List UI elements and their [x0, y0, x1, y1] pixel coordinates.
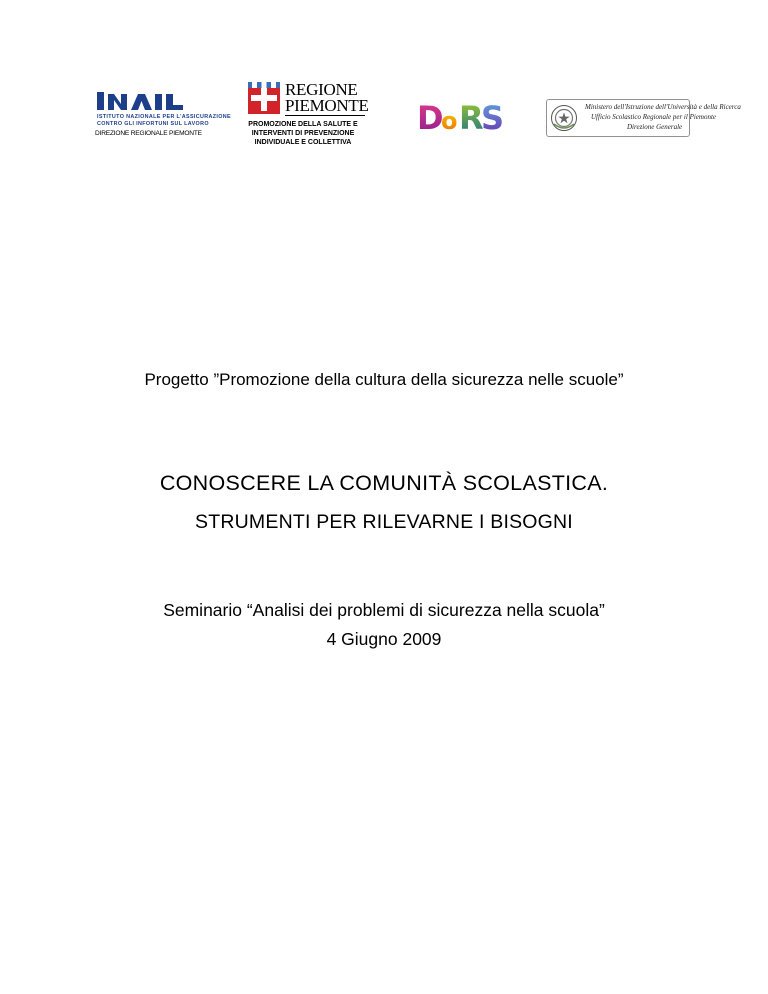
inail-direction: DIREZIONE REGIONALE PIEMONTE	[95, 130, 202, 137]
inail-wordmark	[97, 92, 189, 112]
ministry-line3: Direzione Generale	[627, 123, 683, 131]
ministry-line2: Ufficio Scolastico Regionale per il Piemonte	[591, 113, 716, 121]
dors-logo	[417, 100, 505, 134]
inail-logo	[95, 92, 231, 140]
regione-name-line2: PIEMONTE	[285, 96, 369, 115]
inail-name-line1: ISTITUTO NAZIONALE PER L'ASSICURAZIONE	[97, 114, 231, 120]
regione-caption-line3: INDIVIDUALE E COLLETTIVA	[254, 139, 352, 146]
ministry-line1: Ministero dell'Istruzione dell'Università e della Ricerca	[585, 103, 741, 111]
project-title: Progetto ”Promozione della cultura della sicurezza nelle scuole”	[144, 370, 624, 389]
regione-piemonte-logo	[230, 80, 376, 150]
dors-letter-s: S	[481, 100, 505, 134]
seminar-title: Seminario “Analisi dei problemi di sicurezza nella scuola”	[163, 600, 605, 620]
seminar-date: 4 Giugno 2009	[326, 629, 442, 649]
regione-divider	[285, 115, 365, 116]
dors-letter-r: R	[459, 100, 484, 134]
main-title-line2: STRUMENTI PER RILEVARNE I BISOGNI	[195, 511, 573, 533]
main-title-line1: CONOSCERE LA COMUNITÀ SCOLASTICA.	[159, 471, 609, 495]
ministry-logo	[546, 99, 741, 137]
republic-emblem-icon	[550, 104, 578, 132]
regione-caption-line2: INTERVENTI DI PREVENZIONE	[251, 130, 355, 137]
regione-flag-icon	[248, 82, 280, 114]
dors-letter-o: o	[441, 107, 458, 134]
dors-letter-d: D	[417, 100, 444, 134]
inail-name-line2: CONTRO GLI INFORTUNI SUL LAVORO	[97, 121, 209, 127]
regione-caption-line1: PROMOZIONE DELLA SALUTE E	[248, 121, 358, 128]
regione-name-line1: REGIONE	[285, 80, 358, 99]
